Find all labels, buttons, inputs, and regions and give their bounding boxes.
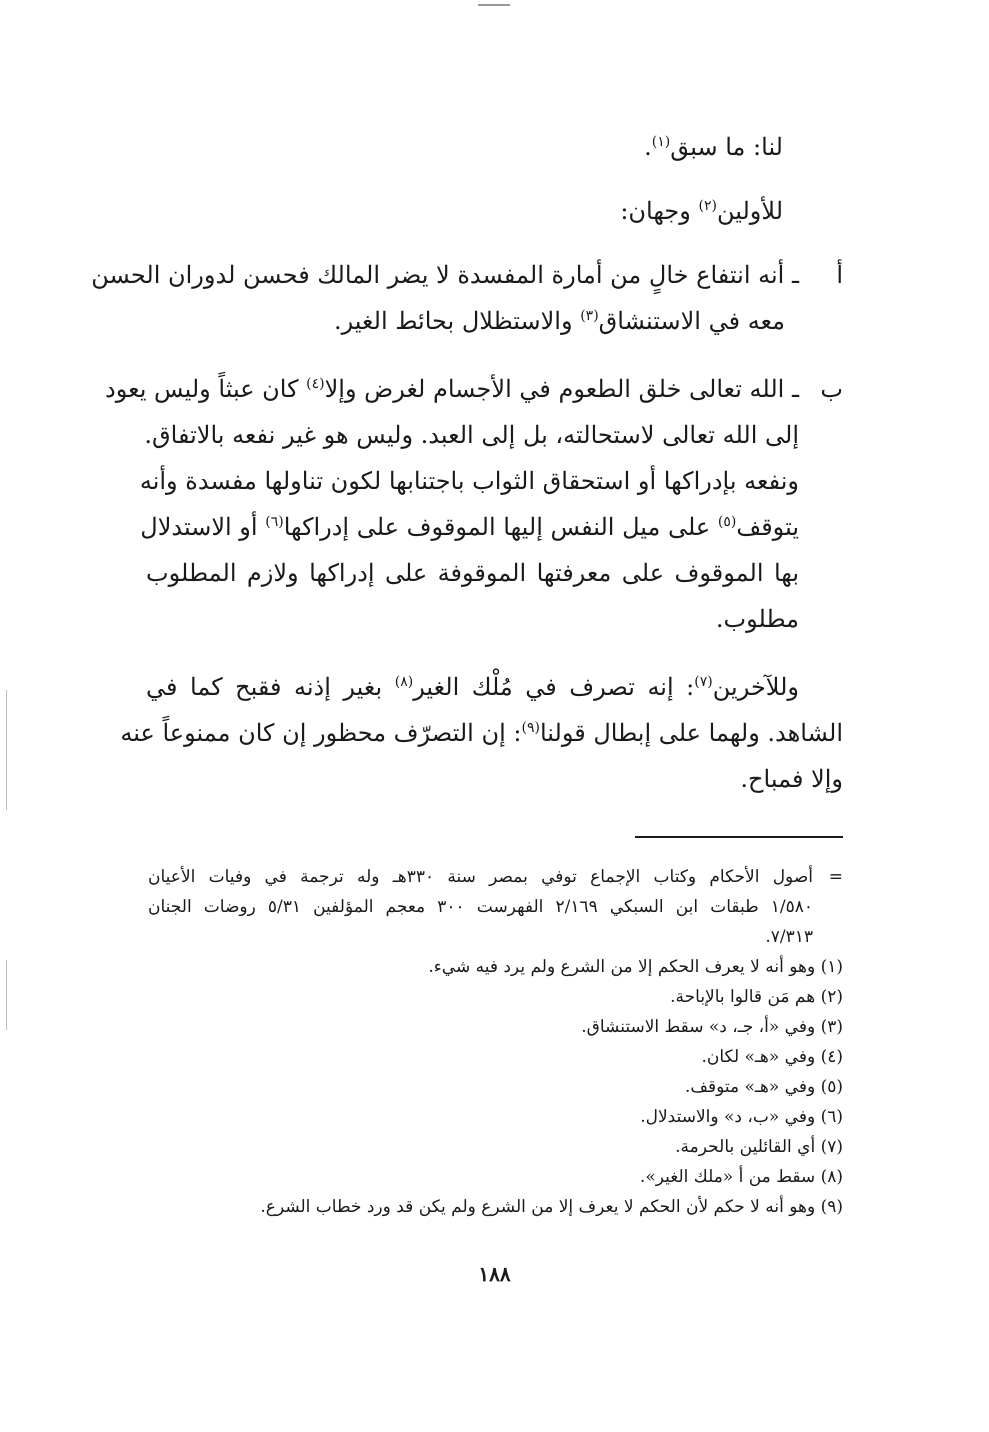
point-a (91, 252, 843, 344)
others-line1-b: : إنه تصرف في مُلْك الغير (413, 673, 695, 701)
footnote-item: (٩) وهو أنه لا حكم لأن الحكم لا يعرف إلا من الشرع ولم يكن قد ورد خطاب الشرع. (260, 1197, 843, 1217)
footnote-ref: (٦) (265, 514, 284, 530)
scan-edge-mark (6, 690, 7, 810)
point-b-line1-text: ـ الله تعالى خلق الطعوم في الأجسام لغرض وإلا (324, 375, 799, 403)
point-b-line (146, 550, 799, 596)
footnote-ref: (٤) (306, 376, 325, 392)
point-b-line1-end: كان عبثاً وليس يعود (105, 375, 299, 403)
others-line (120, 710, 843, 756)
point-b-line6: مطلوب. (715, 605, 799, 633)
footnote-line: ١/٥٨٠ طبقات ابن السبكي ٢/١٦٩ الفهرست ٣٠٠ معجم المؤلفين ٥/٣١ روضات الجنان (148, 897, 813, 917)
scan-edge-mark (6, 960, 7, 1030)
continuation-mark: = (828, 867, 843, 887)
others-line2-a: الشاهد. ولهما على إبطال قولنا (539, 719, 843, 747)
point-b-line3: ونفعه بإدراكها أو استحقاق الثواب باجتنابها لكون تناولها مفسدة وأنه (139, 467, 799, 495)
others-line (146, 664, 843, 710)
footnote-ref: (٩) (521, 720, 540, 736)
others-line2-b: : إن التصرّف محظور إن كان ممنوعاً عنه (120, 719, 522, 747)
footnote-ref: (٥) (717, 514, 737, 530)
intro-end: . (644, 133, 652, 161)
page-number: ١٨٨ (478, 1262, 511, 1286)
footnote-ref: (٣) (580, 308, 599, 324)
footnote-item: (٤) وفي «هـ» لكان. (701, 1047, 843, 1067)
point-b-line (146, 596, 799, 642)
footnote-item: (١) وهو أنه لا يعرف الحكم إلا من الشرع ولم يرد فيه شيء. (428, 957, 843, 977)
point-b-line4-a: يتوقف (736, 513, 799, 541)
intro-line (146, 124, 843, 170)
footnote-continuation (148, 862, 843, 952)
point-a-line (146, 298, 799, 344)
point-b-line (105, 366, 799, 412)
footnote-line: أصول الأحكام وكتاب الإجماع توفي بمصر سنة ٣٣٠هـ وله ترجمة في وفيات الأعيان (148, 867, 813, 887)
first-party-line (146, 188, 843, 234)
point-b (105, 366, 843, 642)
footnote-ref: (١) (651, 134, 671, 150)
footnotes (148, 862, 843, 1222)
footnote-ref: (٢) (698, 198, 717, 214)
point-b-line (146, 412, 799, 458)
footnote-item: (٥) وفي «هـ» متوقف. (684, 1077, 843, 1097)
footnote-item: (٧) أي القائلين بالحرمة. (675, 1137, 843, 1157)
footnote-item: (٨) سقط من أ «ملك الغير». (639, 1167, 843, 1187)
point-b-line5: بها الموقوف على معرفتها الموقوفة على إدراكها ولازم المطلوب (146, 559, 799, 587)
others-line (146, 756, 843, 802)
scan-top-mark (478, 4, 510, 6)
first-party-end: وجهان: (620, 197, 691, 225)
footnote-item: (٢) هم مَن قالوا بالإباحة. (670, 987, 843, 1007)
footnote-item: (٣) وفي «أ، جـ، د» سقط الاستنشاق. (581, 1017, 843, 1037)
footnote-separator (635, 836, 843, 838)
others-line1-c: بغير إذنه فقبح كما في (146, 673, 383, 701)
main-text (91, 124, 843, 802)
point-b-line4-c: أو الاستدلال (140, 513, 258, 541)
intro-text: لنا: ما سبق (670, 133, 783, 161)
point-b-line4-b: على ميل النفس إليها الموقوف على إدراكها (283, 513, 711, 541)
first-party-label: للأولين (716, 197, 783, 225)
point-a-line (91, 252, 799, 298)
others-line3: وإلا فمباح. (740, 765, 843, 793)
point-b-line (139, 458, 799, 504)
others-paragraph (120, 664, 843, 802)
footnote-item: (٦) وفي «ب، د» والاستدلال. (640, 1107, 843, 1127)
footnote-ref: (٧) (694, 674, 713, 690)
point-a-letter: أ (836, 261, 843, 289)
point-b-line (140, 504, 799, 550)
point-a-line2-end: والاستظلال بحائط الغير. (333, 307, 573, 335)
point-b-letter: ب (820, 375, 843, 403)
others-label: وللآخرين (712, 673, 799, 701)
point-a-line2-text: معه في الاستنشاق (598, 307, 785, 335)
footnote-ref: (٨) (394, 674, 414, 690)
point-b-line2: إلى الله تعالى لاستحالته، بل إلى العبد. وليس هو غير نفعه بالاتفاق. (144, 421, 799, 449)
footnote-line: ٧/٣١٣. (765, 927, 813, 947)
point-a-line1: ـ أنه انتفاع خالٍ من أمارة المفسدة لا يضر المالك فحسن لدوران الحسن (91, 261, 799, 289)
